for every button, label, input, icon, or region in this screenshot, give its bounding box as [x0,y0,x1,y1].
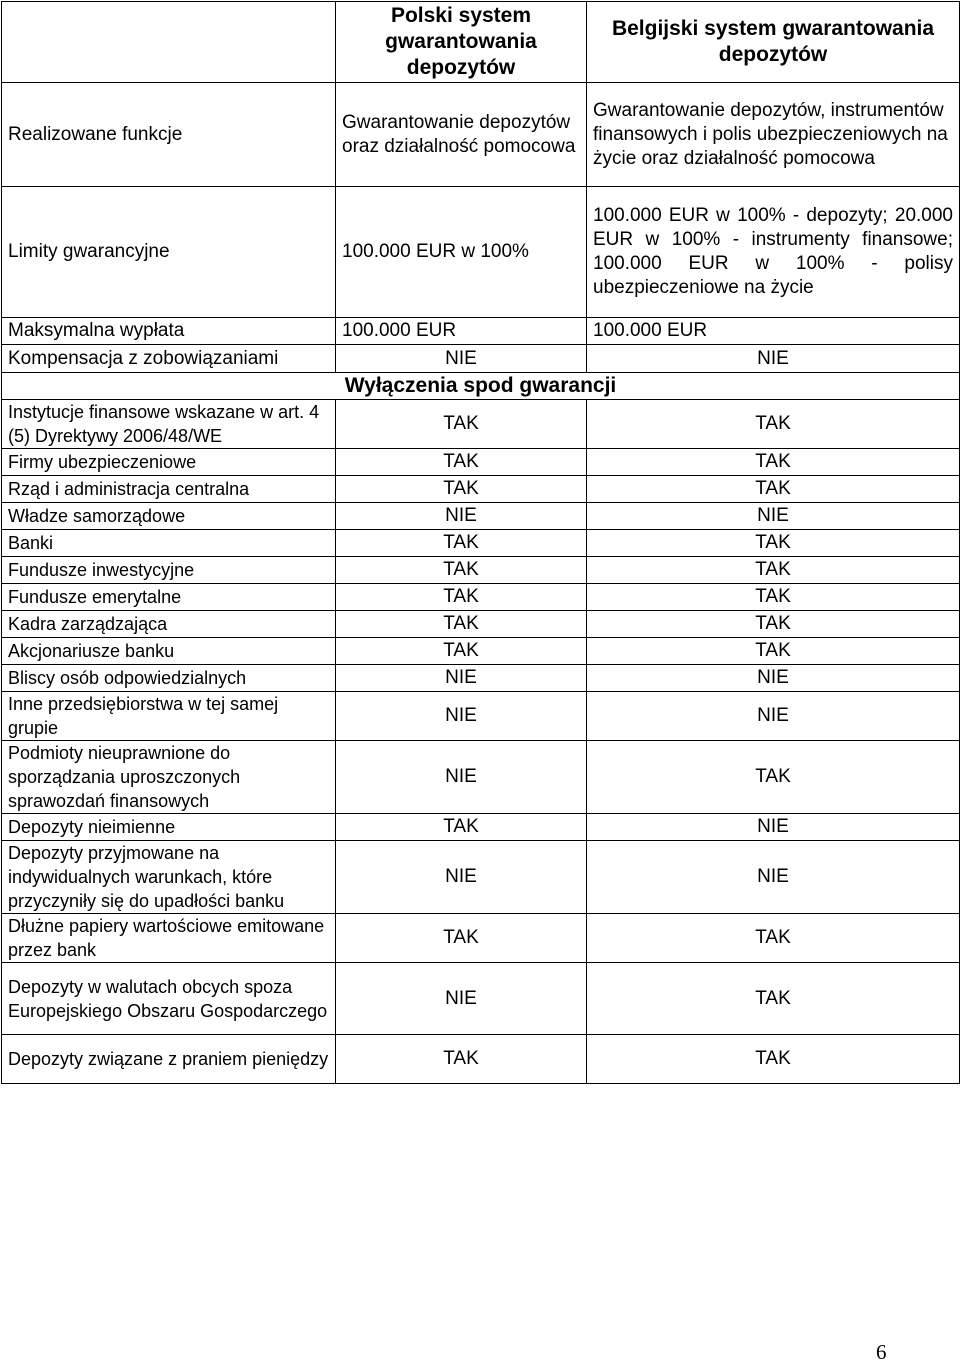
cell-pl: TAK [336,530,587,557]
table-row [2,584,960,611]
cell-be: TAK [587,1035,960,1084]
table-row [2,449,960,476]
cell-pl: 100.000 EUR w 100% [336,187,587,318]
table-row [2,557,960,584]
cell-pl: NIE [336,741,587,814]
table-row [2,841,960,914]
table-row [2,963,960,1035]
row-label: Władze samorządowe [2,503,336,530]
table-row [2,530,960,557]
cell-be: Gwarantowanie depozytów, instrumentów finansowych i polis ubezpieczeniowych na życie oraz działalność pomocowa [587,83,960,187]
cell-be: 100.000 EUR w 100% - depozyty; 20.000 EUR w 100% - instrumenty finansowe; 100.000 EUR w 100% - polisy ubezpieczeniowe na życie [587,187,960,318]
cell-be: NIE [587,692,960,741]
cell-pl: TAK [336,400,587,449]
table-row [2,814,960,841]
row-label: Depozyty w walutach obcych spoza Europejskiego Obszaru Gospodarczego [2,963,336,1035]
row-label: Kompensacja z zobowiązaniami [2,345,336,373]
header-belgian-system: Belgijski system gwarantowania depozytów [587,2,960,83]
cell-pl: NIE [336,503,587,530]
cell-pl: TAK [336,611,587,638]
cell-pl: TAK [336,476,587,503]
table-row [2,741,960,814]
header-row [2,2,960,83]
row-label: Dłużne papiery wartościowe emitowane przez bank [2,914,336,963]
cell-be: NIE [587,345,960,373]
row-label: Depozyty związane z praniem pieniędzy [2,1035,336,1084]
cell-pl: TAK [336,638,587,665]
row-label: Instytucje finansowe wskazane w art. 4 (5) Dyrektywy 2006/48/WE [2,400,336,449]
cell-be: TAK [587,530,960,557]
cell-be: NIE [587,814,960,841]
cell-pl: NIE [336,963,587,1035]
cell-pl: TAK [336,814,587,841]
row-label: Podmioty nieuprawnione do sporządzania uproszczonych sprawozdań finansowych [2,741,336,814]
row-label: Maksymalna wypłata [2,318,336,345]
row-label: Bliscy osób odpowiedzialnych [2,665,336,692]
cell-be: TAK [587,449,960,476]
row-label: Akcjonariusze banku [2,638,336,665]
row-label: Depozyty nieimienne [2,814,336,841]
cell-pl: TAK [336,914,587,963]
cell-be: 100.000 EUR [587,318,960,345]
row-label: Rząd i administracja centralna [2,476,336,503]
cell-be: NIE [587,503,960,530]
table-row [2,1035,960,1084]
cell-be: TAK [587,638,960,665]
table-row [2,187,960,318]
table-row [2,503,960,530]
cell-be: TAK [587,557,960,584]
table-row [2,665,960,692]
cell-be: TAK [587,914,960,963]
table-row [2,611,960,638]
cell-pl: TAK [336,1035,587,1084]
row-label: Depozyty przyjmowane na indywidualnych warunkach, które przyczyniły się do upadłości banku [2,841,336,914]
cell-pl: NIE [336,345,587,373]
table-row [2,638,960,665]
cell-be: NIE [587,841,960,914]
table-row [2,914,960,963]
cell-be: TAK [587,584,960,611]
cell-be: TAK [587,963,960,1035]
table-row [2,83,960,187]
section-row [2,373,960,400]
cell-be: NIE [587,665,960,692]
header-empty [2,2,336,83]
cell-pl: NIE [336,841,587,914]
cell-be: TAK [587,400,960,449]
cell-be: TAK [587,611,960,638]
section-title: Wyłączenia spod gwarancji [2,373,960,400]
table-row [2,318,960,345]
cell-pl: TAK [336,557,587,584]
row-label: Firmy ubezpieczeniowe [2,449,336,476]
cell-be: TAK [587,741,960,814]
cell-pl: 100.000 EUR [336,318,587,345]
header-polish-system: Polski system gwarantowania depozytów [336,2,587,83]
cell-pl: Gwarantowanie depozytów oraz działalność pomocowa [336,83,587,187]
table-row [2,476,960,503]
table-row [2,692,960,741]
row-label: Inne przedsiębiorstwa w tej samej grupie [2,692,336,741]
page-number: 6 [876,1340,887,1364]
row-label: Limity gwarancyjne [2,187,336,318]
row-label: Realizowane funkcje [2,83,336,187]
cell-pl: NIE [336,692,587,741]
table-row [2,345,960,373]
row-label: Banki [2,530,336,557]
cell-pl: TAK [336,584,587,611]
row-label: Fundusze emerytalne [2,584,336,611]
comparison-table [1,1,960,1084]
row-label: Kadra zarządzająca [2,611,336,638]
cell-pl: NIE [336,665,587,692]
cell-pl: TAK [336,449,587,476]
cell-be: TAK [587,476,960,503]
table-row [2,400,960,449]
row-label: Fundusze inwestycyjne [2,557,336,584]
